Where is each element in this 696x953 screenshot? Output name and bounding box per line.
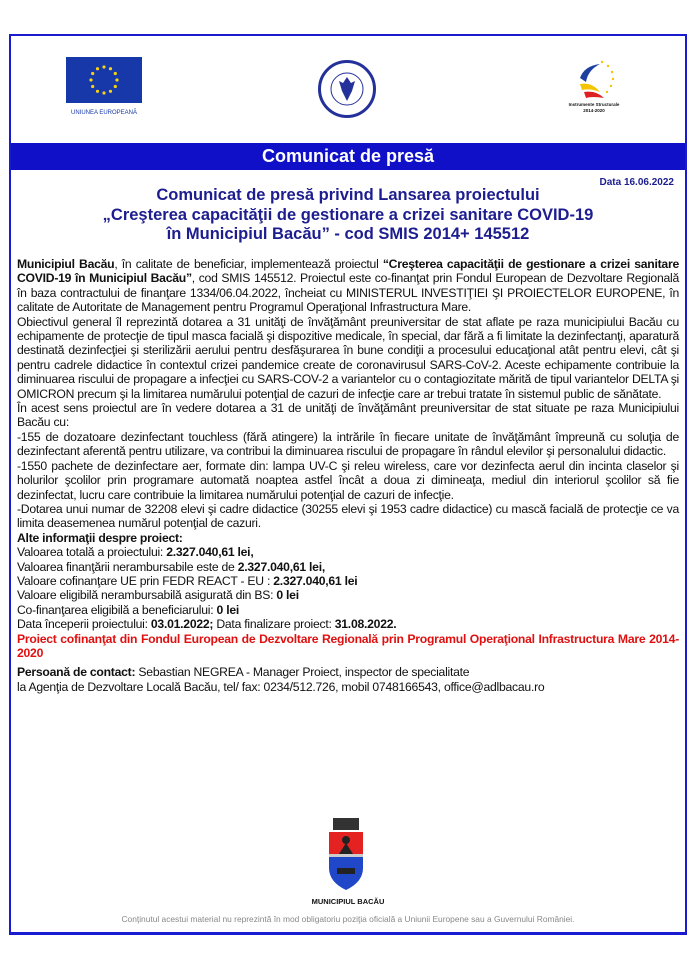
masks-item: -Dotarea unui numar de 32208 elevi şi cadre didactice (30255 elevi şi 1953 cadre didactice) cu mască facială de protecţie ce va limita deasemenea numărul potenţial de cazuri. xyxy=(17,501,679,531)
label: Data finalizare proiect: xyxy=(213,617,335,632)
uv-packages-item: -1550 pachete de dezinfectare aer, formate din: lampa UV-C şi releu wireless, care vor dezinfecta aerul din incinta claselor şi holurilor şcolilor prin programare automată noaptea astfel încât a doua zi dimineaţa, mediul din interiorul şcolilor să fie dezinfectat, lucru care contribuie la limitarea numărului potenţial de cazuri de infecţie. xyxy=(17,458,679,502)
contact-name: Sebastian NEGREA - Manager Proiect, inspector de specialitate xyxy=(135,665,470,680)
beneficiary-name: Municipiul Bacău xyxy=(17,257,115,271)
objective-paragraph: Obiectivul general îl reprezintă dotarea a 31 unităţi de învăţământ preuniversitar de stat aflate pe raza municipiului Bacău cu echipamente de protecţie de tipul masca facială şi dispozitive medicale, în special, dar fără a fi limitate la dezinfectanţi, aparatură destinată dezinfecţiei şi sterilizării aerului pentru desfăşurarea în bune condiţii a procesului educaţional atât pentru elevi, cât şi pentru cadrele didactice în contextul crizei pandemice create de coronavirusul SARS-CoV-2. Aceste echipamente contribuie la diminuarea riscului de propagare a infecţiei cu SARS-COV-2 a variantelor cu o contagiozitate mărită de tipul variantelor DELTA şi OMICRON precum şi la limitarea numărului potenţial de cazuri de infecţie care ar trebui tratate în sistemul public de sănătate. xyxy=(17,314,679,401)
project-name: “Creşterea capacităţii de gestionare a crizei sanitare COVID-19 în Municipiul Bacău” xyxy=(17,257,679,286)
contact-details: la Agenţia de Dezvoltare Locală Bacău, tel/ fax: 0234/512.726, mobil 0748166543, office@adlbacau.ro xyxy=(17,679,545,694)
bacau-coat-of-arms xyxy=(325,818,367,890)
disclaimer: Conţinutul acestui material nu reprezintă în mod obligatoriu poziţia oficială a Uniunii Europene sau a Guvernului României. xyxy=(121,914,575,924)
value: 0 lei xyxy=(276,588,299,603)
is-label-line2: 2014-2020 xyxy=(583,108,605,113)
cofinancing-note: Proiect cofinanţat din Fondul European de Dezvoltare Regională prin Programul Operaţional Infrastructura Mare 2014-2020 xyxy=(17,631,679,660)
value: 2.327.040,61 lei, xyxy=(237,559,325,574)
dispensers-item: -155 de dozatoare dezinfectant touchless (fără atingere) la intrările în fiecare unitate de învăţământ împreună cu soluţia de dezinfectant aferentă pentru utilizare, va contribui la diminuarea riscului de propagare în rândul elevilor şi personalului didactic. xyxy=(17,429,679,459)
page-title xyxy=(20,186,676,245)
info-bs xyxy=(17,588,679,602)
info-ue xyxy=(17,574,679,588)
info-dates xyxy=(17,617,679,631)
title-line-1: Comunicat de presă privind Lansarea proiectului xyxy=(156,186,540,204)
title-line-2: „Creşterea capacităţii de gestionare a crizei sanitare COVID-19 xyxy=(102,205,594,224)
text: , cod SMIS 145512. Proiectul este co-finanţat prin Fondul European de Dezvoltare Regională în baza contractului de finanţare 1334/06.04.2022, încheiat cu MINISTERUL INVESTIŢIEI ŞI PROIECTELOR EUROPENE, în calitate de Autoritate de Management pentru Programul Operaţional Infrastructura Mare. xyxy=(17,271,679,315)
scope-paragraph: În acest sens proiectul are în vedere dotarea a 31 de unităţi de învăţământ preuniversitar de stat situate pe raza Municipiului Bacău cu: xyxy=(17,401,679,430)
title-line-3: în Municipiul Bacău” - cod SMIS 2014+ 145512 xyxy=(166,225,530,243)
contact-person xyxy=(17,665,679,694)
is-label-line1: Instrumente Structurale xyxy=(568,102,620,107)
structural-instruments-logo xyxy=(570,58,618,100)
info-heading: Alte informaţii despre proiect: xyxy=(17,530,183,545)
text: , în calitate de beneficiar, implementează proiectul xyxy=(114,257,383,271)
contact-label: Persoană de contact: xyxy=(17,665,136,680)
info-cofinantare xyxy=(17,603,679,617)
value: 0 lei xyxy=(216,602,239,617)
release-date: Data 16.06.2022 xyxy=(599,177,674,188)
label: Valoare eligibilă nerambursabilă asigurată din BS: xyxy=(17,588,277,603)
label: Valoarea finanţării nerambursabile este de xyxy=(17,559,238,574)
label: Valoarea totală a proiectului: xyxy=(17,545,167,560)
label: Data începerii proiectului: xyxy=(17,617,151,632)
romanian-government-logo xyxy=(318,60,376,118)
value: 2.327.040,61 lei, xyxy=(166,545,254,560)
info-total xyxy=(17,545,679,559)
eu-label: UNIUNEA EUROPEANĂ xyxy=(70,110,137,116)
press-release-banner: Comunicat de presă xyxy=(11,143,685,170)
value: 31.08.2022. xyxy=(334,617,397,632)
intro-paragraph xyxy=(17,257,679,315)
value: 2.327.040,61 lei xyxy=(273,573,358,588)
crest-label: MUNICIPIUL BACĂU xyxy=(311,897,385,906)
release-body xyxy=(17,257,679,694)
eu-flag-logo xyxy=(66,57,142,103)
label: Co-finanţarea eligibilă a beneficiarului: xyxy=(17,602,217,617)
info-nerambursabil xyxy=(17,560,679,574)
label: Valoare cofinanţare UE prin FEDR REACT - EU : xyxy=(17,573,274,588)
value: 03.01.2022; xyxy=(150,617,214,632)
structural-instruments-label xyxy=(556,102,632,114)
